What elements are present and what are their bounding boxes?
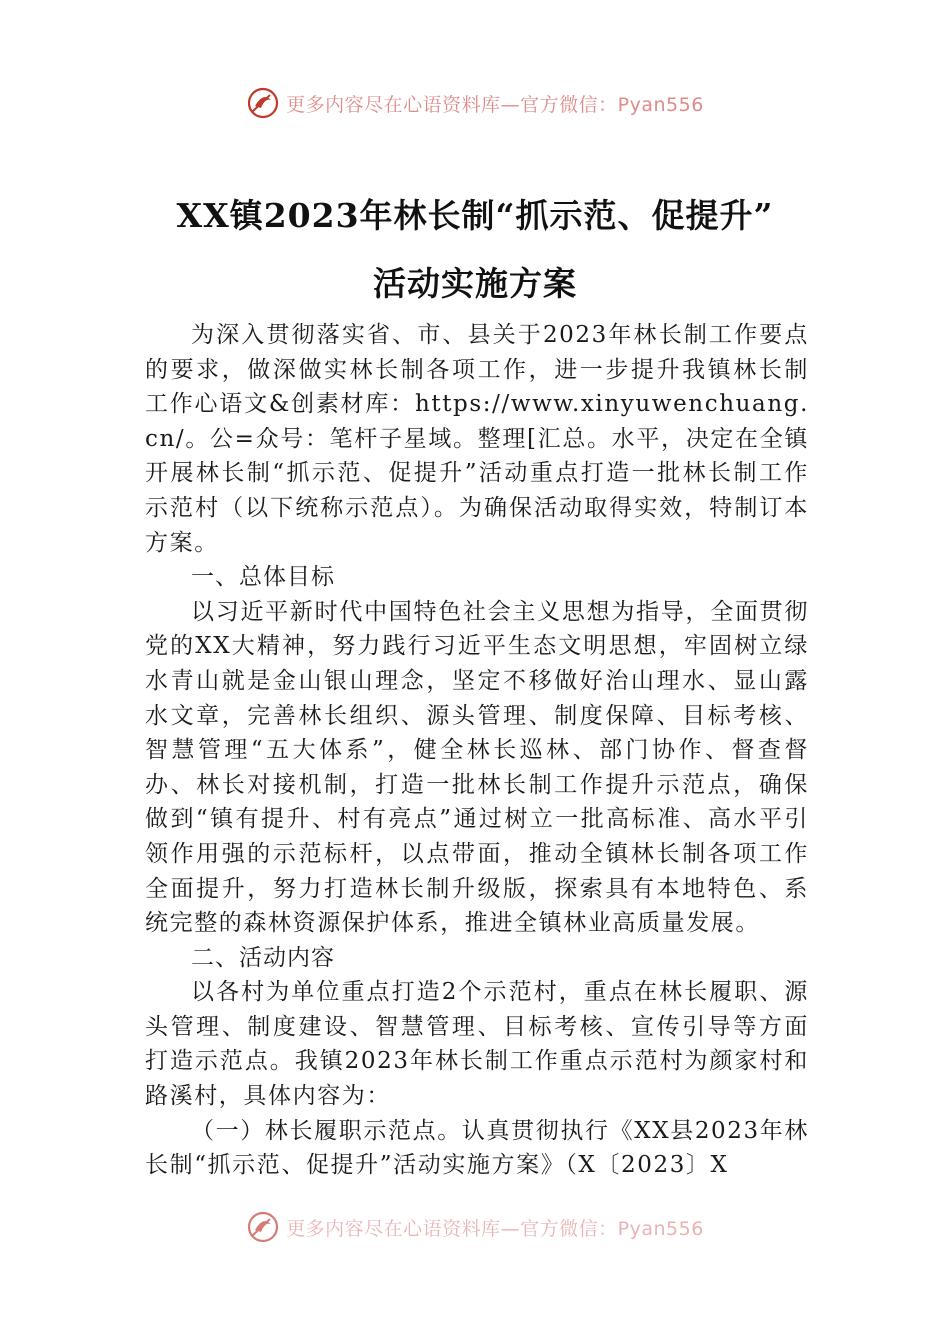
document-body: [145, 318, 809, 1183]
brand-logo-icon: [246, 1210, 280, 1244]
watermark-text: 更多内容尽在心语资料库—官方微信：Pyan556: [286, 1217, 704, 1240]
item-1-paragraph: （一）林长履职示范点。认真贯彻执行《XX县2023年林长制“抓示范、促提升”活动实施方案》（X〔2023〕X: [145, 1117, 809, 1179]
document-title-line-1: XX镇2023年林长制“抓示范、促提升”: [176, 196, 774, 235]
activities-paragraph: 以各村为单位重点打造2个示范村，重点在林长履职、源头管理、制度建设、智慧管理、目标考核、宣传引导等方面打造示范点。我镇2023年林长制工作重点示范村为颜家村和路溪村，具体内容为：: [145, 979, 809, 1110]
section-heading-goals: 一、总体目标: [191, 564, 335, 591]
watermark-text: 更多内容尽在心语资料库—官方微信：Pyan556: [286, 93, 704, 116]
section-heading-activities: 二、活动内容: [191, 944, 335, 971]
document-title-line-2: 活动实施方案: [373, 264, 577, 303]
intro-paragraph: 为深入贯彻落实省、市、县关于2023年林长制工作要点的要求，做深做实林长制各项工作，进一步提升我镇林长制工作心语文&创素材库：https://www.xinyuwenchuang.cn/。公=众号：笔杆子星域。整理[汇总。水平，决定在全镇开展林长制“抓示范、促提升”活动重点打造一批林长制工作示范村（以下统称示范点）。为确保活动取得实效，特制订本方案。: [145, 322, 809, 556]
watermark-footer: [0, 1210, 950, 1244]
goals-paragraph: 以习近平新时代中国特色社会主义思想为指导，全面贯彻党的XX大精神，努力践行习近平生态文明思想，牢固树立绿水青山就是金山银山理念，坚定不移做好治山理水、显山露水文章，完善林长组织、源头管理、制度保障、目标考核、智慧管理“五大体系”，健全林长巡林、部门协作、督查督办、林长对接机制，打造一批林长制工作提升示范点，确保做到“镇有提升、村有亮点”通过树立一批高标准、高水平引领作用强的示范标杆，以点带面，推动全镇林长制各项工作全面提升，努力打造林长制升级版，探索具有本地特色、系统完整的森林资源保护体系，推进全镇林业高质量发展。: [145, 598, 809, 937]
